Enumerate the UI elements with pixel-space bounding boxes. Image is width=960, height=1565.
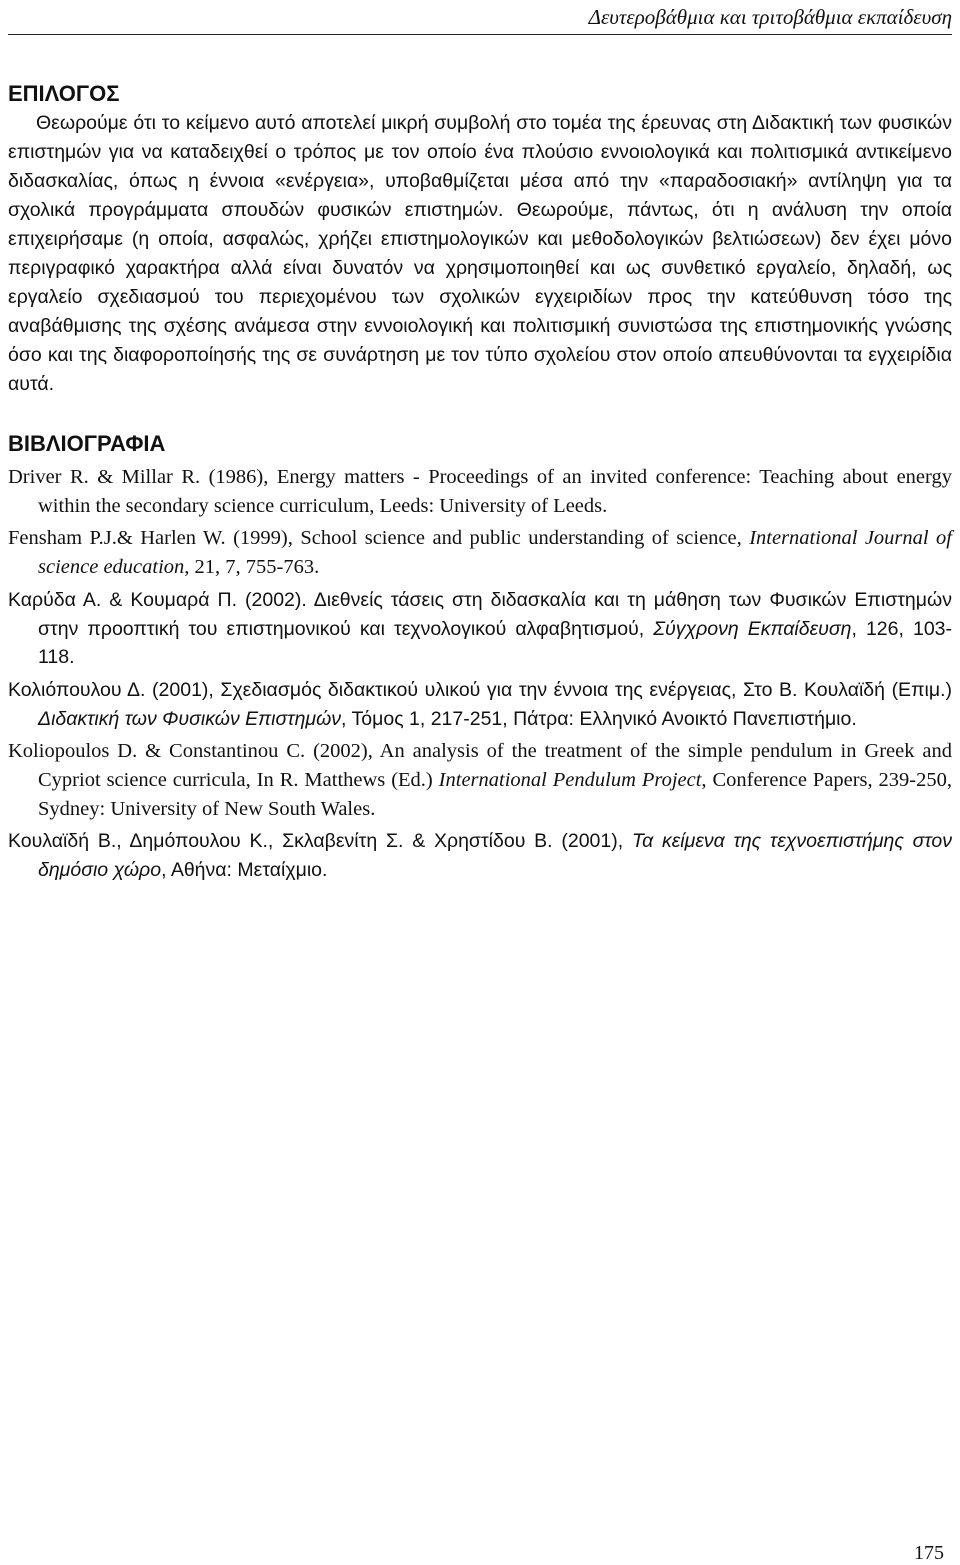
bibliography-heading: ΒΙΒΛΙΟΓΡΑΦΙΑ <box>8 431 166 456</box>
reference-details-end: , Conference Papers, 239-250, Sydney: University of New South Wales. <box>38 769 953 820</box>
epilogue-paragraph: Θεωρούμε ότι το κείμενο αυτό αποτελεί μικρή συμβολή στο τομέα της έρευνας στη Διδακτική των φυσικών επιστημών για να καταδειχθεί ο τρόπος με τον οποίο ένα πλούσιο εννοιολογικά και πολιτισμικά αντικείμενο διδασκαλίας, όπως η έννοια «ενέργεια», υποβαθμίζεται μέσα από την «παραδοσιακή» αντίληψη για τα σχολικά προγράμματα σπουδών φυσικών επιστημών. Θεωρούμε, πάντως, ότι η ανάλυση την οποία επιχειρήσαμε (η οποία, ασφαλώς, χρήζει επιστημολογικών και μεθοδολογικών βελτιώσεων) δεν έχει μόνο περιγραφικό χαρακτήρα αλλά είναι δυνατόν να χρησιμοποιηθεί και ως συνθετικό εργαλείο, δηλαδή, ως εργαλείο σχεδιασμού του περιεχομένου των σχολικών εγχειριδίων προς την κατεύθυνση τόσο της αναβάθμισης της σχέσης ανάμεσα στην εννοιολογική και πολιτισμική συνιστώσα της επιστημονικής γνώσης όσο και της διαφοροποίησής της σε συνάρτηση με τον τύπο σχολείου στον οποίο απευθύνονται τα εγχειρίδια αυτά. <box>8 112 952 395</box>
reference-details: (2002), An analysis of the treatment of the simple pendulum in Greek and Cypriot science curricula, In R. Matthews (Ed.) <box>38 740 952 792</box>
header-divider <box>8 34 952 35</box>
page-number: 175 <box>914 1542 944 1564</box>
reference-koulaidi-et-al <box>8 827 952 884</box>
reference-details: (2001), Σχεδιασμός διδακτικού υλικού για την έννοια της ενέργειας, Στο Β. Κουλαϊδή (Επιμ.) <box>145 678 952 701</box>
reference-koliopoulou <box>8 676 952 733</box>
reference-karyda-koumara <box>8 586 952 672</box>
reference-authors: Καρύδα Α. & Κουμαρά Π. <box>8 588 237 611</box>
epilogue-heading: ΕΠΙΛΟΓΟΣ <box>8 81 120 106</box>
reference-authors: Koliopoulos D. & Constantinou C. <box>8 740 306 763</box>
page-content <box>8 79 952 889</box>
reference-details: (2001), <box>552 830 632 853</box>
reference-book-title: Τα κείμενα της τεχνοεπιστήμης στον δημόσιο χώρο <box>38 830 953 882</box>
reference-details: (1986), Energy matters - Proceedings of an invited conference: Teaching about energy within the secondary science curriculum, Leeds: University of Leeds. <box>38 466 952 517</box>
reference-details: (1999), School science and public understanding of science, <box>225 527 750 550</box>
reference-details: (2002). Διεθνείς τάσεις στη διδασκαλία και τη μάθηση των Φυσικών Επιστημών στην προοπτική του επιστημονικού και τεχνολογικού αλφαβητισμού, <box>38 588 952 640</box>
reference-book-title: International Pendulum Project <box>438 769 702 792</box>
reference-details-end: , 21, 7, 755-763. <box>184 556 320 579</box>
reference-journal: Σύγχρονη Εκπαίδευση <box>653 617 852 640</box>
reference-koliopoulos-constantinou <box>8 737 952 823</box>
reference-authors: Κολιόπουλου Δ. <box>8 678 146 701</box>
running-header: Δευτεροβάθμια και τριτοβάθμια εκπαίδευση <box>588 5 952 29</box>
reference-details-end: , Τόμος 1, 217-251, Πάτρα: Ελληνικό Ανοικτό Πανεπιστήμιο. <box>341 707 857 730</box>
reference-authors: Fensham P.J.& Harlen W. <box>8 527 226 550</box>
reference-list <box>8 463 952 885</box>
reference-authors: Κουλαϊδή Β., Δημόπουλου Κ., Σκλαβενίτη Σ. & Χρηστίδου Β. <box>8 830 553 853</box>
reference-fensham-harlen <box>8 524 952 581</box>
reference-journal: International Journal of science education <box>38 527 952 579</box>
reference-details-end: , Αθήνα: Μεταίχμιο. <box>161 859 328 882</box>
reference-authors: Driver R. & Millar R. <box>8 466 201 488</box>
reference-details-end: , 126, 103-118. <box>38 617 952 669</box>
reference-book-title: Διδακτική των Φυσικών Επιστημών <box>38 707 342 730</box>
reference-driver-millar <box>8 463 952 520</box>
